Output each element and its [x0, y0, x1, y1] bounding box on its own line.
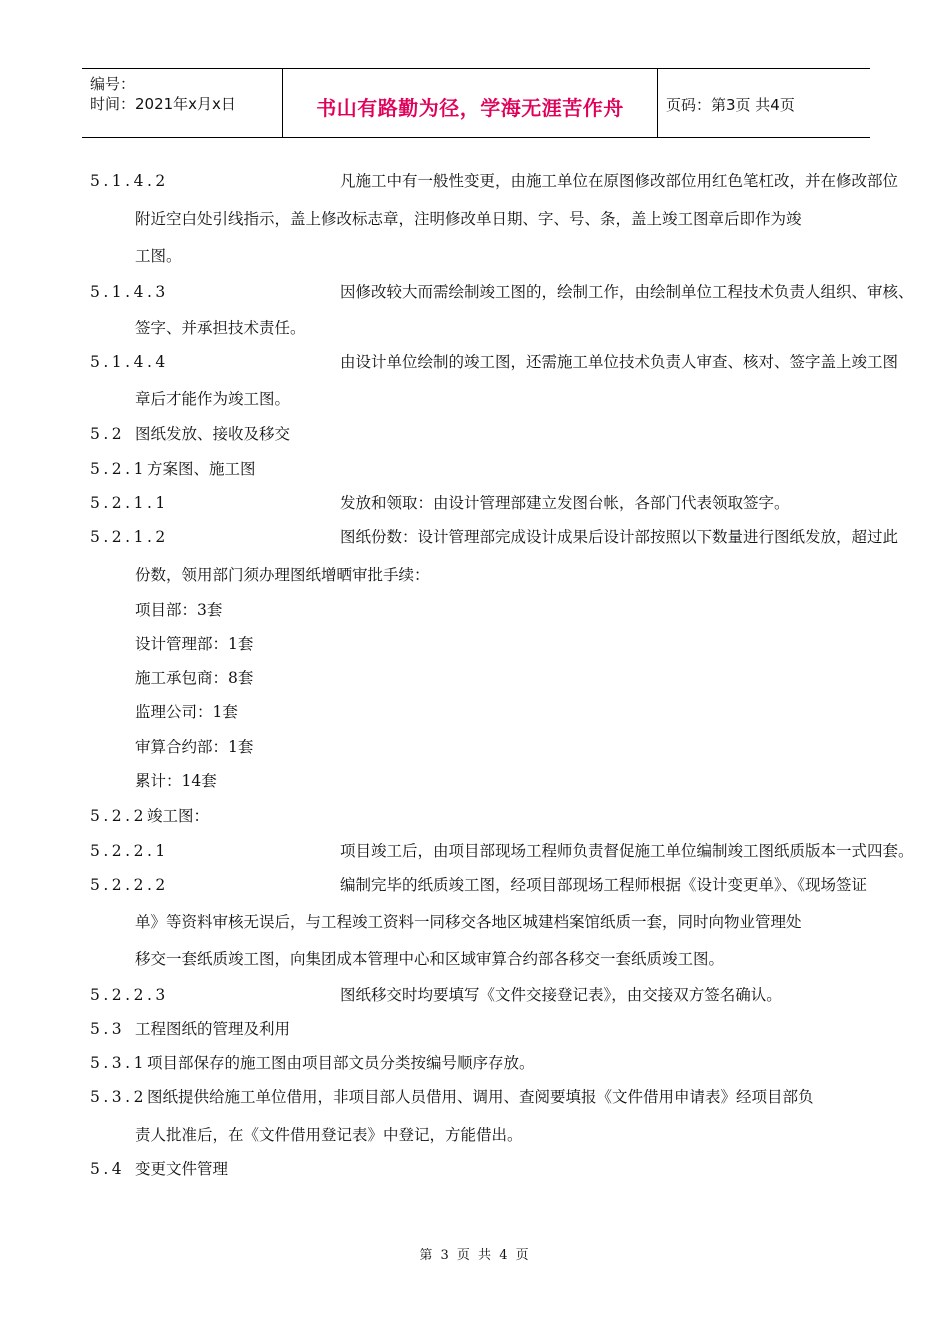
- list-item: [135, 634, 253, 654]
- time-label: 时间：2021年x月x日: [90, 95, 236, 113]
- clause-line: [135, 1125, 523, 1145]
- clause-line: [135, 565, 430, 585]
- clause-line: [135, 318, 306, 338]
- clause-text: 变更文件管理: [135, 1160, 229, 1178]
- clause-number: 5.2.2: [90, 807, 147, 825]
- clause-number: 5.2.2.2: [90, 876, 169, 894]
- section-heading: [90, 424, 291, 444]
- clause-line: [90, 1087, 813, 1107]
- clause-text: 设计管理部：1套: [135, 635, 254, 653]
- clause-line: [135, 389, 290, 409]
- clause-number: 5.1.4.4: [90, 353, 169, 371]
- clause-line: [90, 282, 914, 302]
- section-heading: [90, 459, 255, 479]
- clause-line: [90, 841, 914, 861]
- clause-number: 5.2.2.1: [90, 842, 169, 860]
- clause-number: 5.2: [90, 425, 126, 443]
- clause-line: [90, 493, 790, 513]
- clause-line: [90, 875, 868, 895]
- clause-number: 5.2.2.3: [90, 986, 169, 1004]
- clause-text: 移交一套纸质竣工图，向集团成本管理中心和区域审算合约部各移交一套纸质竣工图。: [135, 950, 725, 968]
- clause-text: 图纸发放、接收及移交: [135, 425, 291, 443]
- header-page-cell: [656, 69, 870, 137]
- clause-number: 5.3.1: [90, 1054, 147, 1072]
- clause-text: 监理公司：1套: [135, 703, 238, 721]
- clause-text: 凡施工中有一般性变更，由施工单位在原图修改部位用红色笔杠改，并在修改部位: [340, 172, 899, 190]
- clause-text: 施工承包商：8套: [135, 669, 254, 687]
- clause-text: 由设计单位绘制的竣工图，还需施工单位技术负责人审查、核对、签字盖上竣工图: [340, 353, 899, 371]
- clause-text: 附近空白处引线指示，盖上修改标志章，注明修改单日期、字、号、条，盖上竣工图章后即作为竣: [135, 210, 802, 228]
- clause-line: [90, 985, 782, 1005]
- clause-number: 5.2.1: [90, 460, 147, 478]
- clause-line: [90, 1053, 534, 1073]
- clause-number: 5.4: [90, 1160, 126, 1178]
- clause-text: 方案图、施工图: [146, 460, 256, 478]
- section-heading: [90, 1019, 291, 1039]
- number-label: 编号：: [90, 75, 136, 93]
- clause-line: [90, 352, 899, 372]
- section-heading: [90, 1159, 229, 1179]
- section-heading: [90, 806, 209, 826]
- clause-text: 章后才能作为竣工图。: [135, 390, 291, 408]
- motto: 书山有路勤为径，学海无涯苦作舟: [316, 96, 624, 120]
- clause-line: [135, 912, 802, 932]
- page-number-label: 页码：第3页 共4页: [666, 96, 795, 114]
- clause-line: [135, 246, 182, 266]
- clause-line: [90, 171, 899, 191]
- clause-text: 单》等资料审核无误后，与工程竣工资料一同移交各地区城建档案馆纸质一套，同时向物业管理处: [135, 913, 802, 931]
- clause-text: 竣工图：: [146, 807, 209, 825]
- clause-text: 审算合约部：1套: [135, 738, 254, 756]
- clause-number: 5.3: [90, 1020, 126, 1038]
- clause-text: 累计：14套: [135, 772, 217, 790]
- clause-number: 5.1.4.3: [90, 283, 169, 301]
- clause-line: [135, 949, 724, 969]
- clause-text: 工程图纸的管理及利用: [135, 1020, 291, 1038]
- clause-text: 项目竣工后，由项目部现场工程师负责督促施工单位编制竣工图纸质版本一式四套。: [340, 842, 914, 860]
- clause-text: 签字、并承担技术责任。: [135, 319, 306, 337]
- clause-line: [135, 209, 802, 229]
- list-item: [135, 771, 217, 791]
- clause-text: 发放和领取：由设计管理部建立发图台帐，各部门代表领取签字。: [340, 494, 790, 512]
- header-meta: [82, 69, 282, 137]
- clause-text: 因修改较大而需绘制竣工图的，绘制工作，由绘制单位工程技术负责人组织、审核、: [340, 283, 914, 301]
- clause-text: 编制完毕的纸质竣工图，经项目部现场工程师根据《设计变更单》、《现场签证: [340, 876, 868, 894]
- clause-text: 项目部保存的施工图由项目部文员分类按编号顺序存放。: [146, 1054, 535, 1072]
- list-item: [135, 600, 222, 620]
- clause-text: 份数，领用部门须办理图纸增晒审批手续：: [135, 566, 430, 584]
- list-item: [135, 668, 253, 688]
- clause-text: 图纸份数：设计管理部完成设计成果后设计部按照以下数量进行图纸发放，超过此: [340, 528, 899, 546]
- clause-text: 图纸移交时均要填写《文件交接登记表》，由交接双方签名确认。: [340, 986, 782, 1004]
- list-item: [135, 737, 253, 757]
- header-motto-cell: [282, 69, 658, 137]
- list-item: [135, 702, 238, 722]
- clause-number: 5.3.2: [90, 1088, 147, 1106]
- page-footer: 第 3 页 共 4 页: [419, 1248, 531, 1263]
- clause-text: 工图。: [135, 247, 182, 265]
- clause-text: 图纸提供给施工单位借用，非项目部人员借用、调用、查阅要填报《文件借用申请表》经项目部负: [146, 1088, 814, 1106]
- clause-number: 5.2.1.1: [90, 494, 169, 512]
- clause-text: 项目部：3套: [135, 601, 223, 619]
- clause-line: [90, 527, 899, 547]
- clause-number: 5.2.1.2: [90, 528, 169, 546]
- page-header: [82, 68, 870, 138]
- clause-number: 5.1.4.2: [90, 172, 169, 190]
- clause-text: 责人批准后，在《文件借用登记表》中登记，方能借出。: [135, 1126, 523, 1144]
